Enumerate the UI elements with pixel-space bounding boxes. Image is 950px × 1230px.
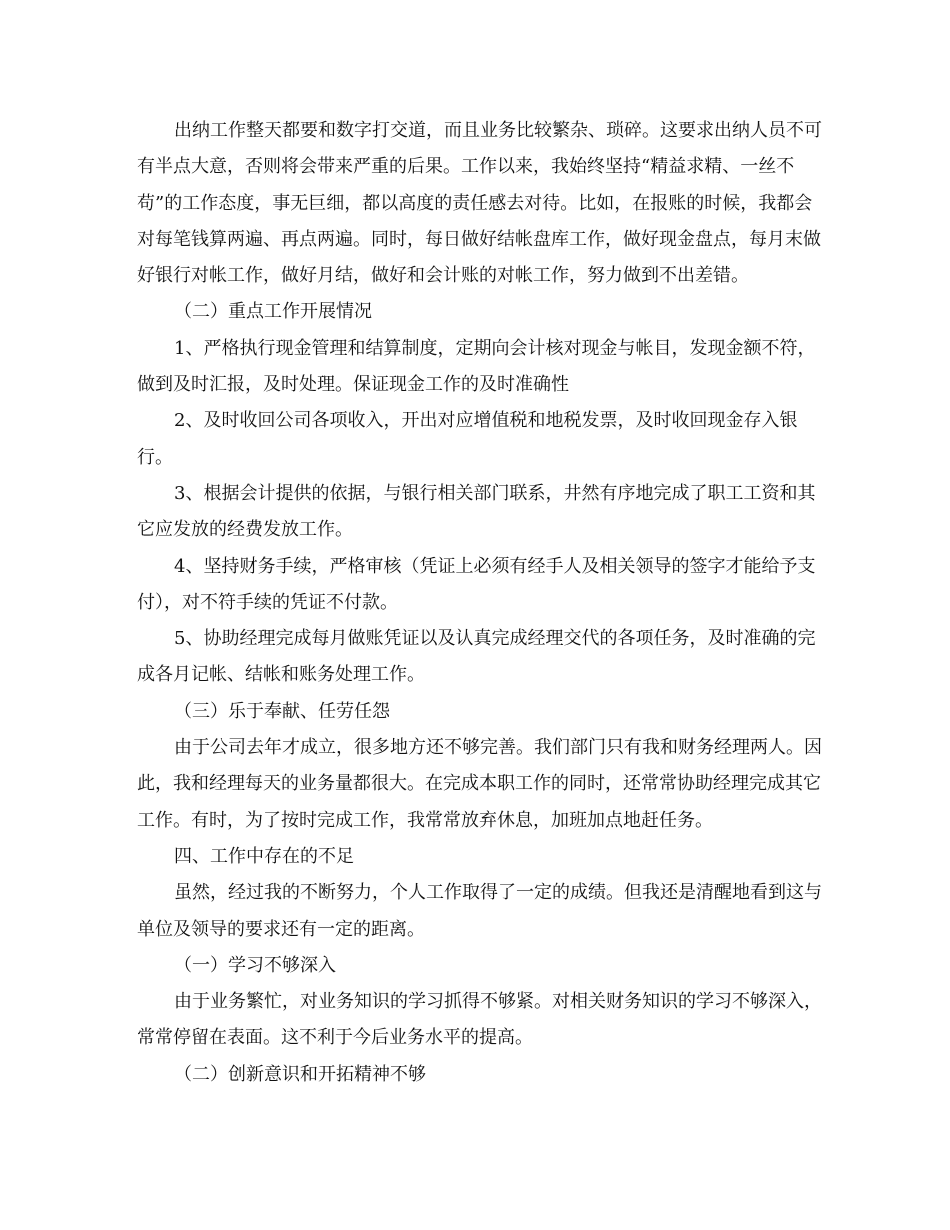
list-item-4: 4、坚持财务手续，严格审核（凭证上必须有经手人及相关领导的签字才能给予支付），对不符手续的凭证不付款。	[137, 555, 816, 613]
paragraph-shortcomings: 虽然，经过我的不断努力，个人工作取得了一定的成绩。但我还是清醒地看到这与单位及领导的要求还有一定的距离。	[137, 882, 822, 940]
list-item-1: 1、严格执行现金管理和结算制度，定期向会计核对现金与帐目，发现金额不符，做到及时汇报，及时处理。保证现金工作的及时准确性	[137, 337, 816, 396]
document-body	[137, 113, 827, 1093]
heading-shortcomings: 四、工作中存在的不足	[174, 845, 354, 867]
list-item-3: 3、根据会计提供的依据，与银行相关部门联系，井然有序地完成了职工工资和其它应发放的经费发放工作。	[137, 482, 816, 541]
list-item-2: 2、及时收回公司各项收入，开出对应增值税和地税发票，及时收回现金存入银行。	[137, 410, 798, 468]
paragraph-study: 由于业务繁忙，对业务知识的学习抓得不够紧。对相关财务知识的学习不够深入，常常停留在表面。这不利于今后业务水平的提高。	[137, 991, 822, 1049]
paragraph-dedication: 由于公司去年才成立，很多地方还不够完善。我们部门只有我和财务经理两人。因此，我和经理每天的业务量都很大。在完成本职工作的同时，还常常协助经理完成其它工作。有时，为了按时完成工作，我常常放弃休息，加班加点地赶任务。	[137, 737, 822, 831]
paragraph-cashier-work: 出纳工作整天都要和数字打交道，而且业务比较繁杂、琐碎。这要求出纳人员不可有半点大意，否则将会带来严重的后果。工作以来，我始终坚持“精益求精、一丝不苟”的工作态度，事无巨细，都以高度的责任感去对待。比如，在报账的时候，我都会对每笔钱算两遍、再点两遍。同时，每日做好结帐盘库工作，做好现金盘点，每月末做好银行对帐工作，做好月结，做好和会计账的对帐工作，努力做到不出差错。	[137, 120, 822, 287]
heading-study: （一）学习不够深入	[174, 954, 336, 976]
heading-dedication: （三）乐于奉献、任劳任怨	[174, 700, 390, 722]
heading-key-work: （二）重点工作开展情况	[174, 301, 372, 323]
heading-innovation: （二）创新意识和开拓精神不够	[174, 1063, 426, 1085]
list-item-5: 5、协助经理完成每月做账凭证以及认真完成经理交代的各项任务，及时准确的完成各月记帐、结帐和账务处理工作。	[137, 628, 816, 686]
